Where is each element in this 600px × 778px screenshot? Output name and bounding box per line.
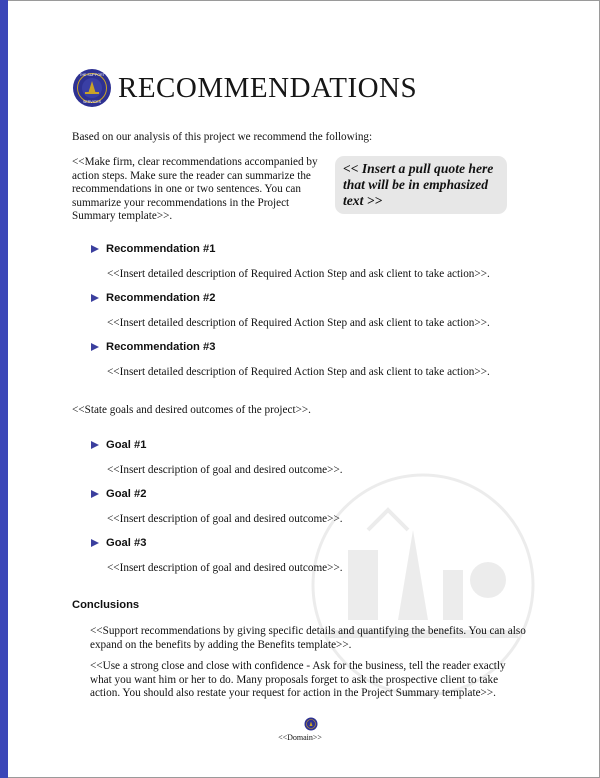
recommendation-label: Recommendation #1 (106, 243, 216, 255)
recommendation-description: <<Insert detailed description of Required Action Step and ask client to take action>>. (107, 268, 490, 280)
triangle-bullet-icon (90, 440, 100, 450)
footer-domain: <<Domain>> (278, 733, 322, 742)
triangle-bullet-icon (90, 342, 100, 352)
company-seal-logo (72, 68, 112, 108)
goal-description: <<Insert description of goal and desired outcome>>. (107, 513, 343, 525)
accent-side-bar (0, 0, 8, 778)
recommendation-label: Recommendation #3 (106, 341, 216, 353)
page-header (72, 68, 417, 108)
goal-2 (90, 488, 343, 525)
goals-intro-text: <<State goals and desired outcomes of the project>>. (72, 404, 311, 416)
goal-1 (90, 439, 343, 476)
conclusion-paragraph: <<Support recommendations by giving specific details and quantifying the benefits. You can also expand on the benefits by adding the Benefits template>>. (90, 625, 526, 651)
recommendation-2 (90, 292, 490, 329)
lead-paragraph: <<Make firm, clear recommendations accompanied by action steps. Make sure the reader can summarize the recommendations in one or two sentences. You can summarize your recommendations in the Project Summary template>>. (72, 156, 318, 223)
recommendation-3 (90, 341, 490, 378)
svg-text:THE SUPPORT: THE SUPPORT (79, 73, 105, 77)
goal-description: <<Insert description of goal and desired outcome>>. (107, 562, 343, 574)
goal-label: Goal #2 (106, 488, 147, 500)
goal-description: <<Insert description of goal and desired outcome>>. (107, 464, 343, 476)
intro-text: Based on our analysis of this project we recommend the following: (72, 131, 373, 143)
goal-3 (90, 537, 343, 574)
recommendation-label: Recommendation #2 (106, 292, 216, 304)
goal-label: Goal #1 (106, 439, 147, 451)
recommendation-1 (90, 243, 490, 280)
pull-quote-box: << Insert a pull quote here that will be in emphasized text >> (335, 156, 507, 214)
svg-text:SERVICES: SERVICES (82, 100, 102, 104)
triangle-bullet-icon (90, 293, 100, 303)
recommendation-description: <<Insert detailed description of Required Action Step and ask client to take action>>. (107, 366, 490, 378)
triangle-bullet-icon (90, 489, 100, 499)
goal-label: Goal #3 (106, 537, 147, 549)
conclusions-heading: Conclusions (72, 599, 140, 611)
footer-seal-icon (304, 717, 318, 731)
triangle-bullet-icon (90, 538, 100, 548)
page-title: RECOMMENDATIONS (118, 71, 418, 104)
conclusion-paragraph: <<Use a strong close and close with confidence - Ask for the business, tell the reader exactly what you want him or her to do. Many proposals forget to ask the prospective client to take action. You should also restate your request for action in the Project Summary template>>. (90, 660, 506, 700)
recommendation-description: <<Insert detailed description of Required Action Step and ask client to take action>>. (107, 317, 490, 329)
triangle-bullet-icon (90, 244, 100, 254)
